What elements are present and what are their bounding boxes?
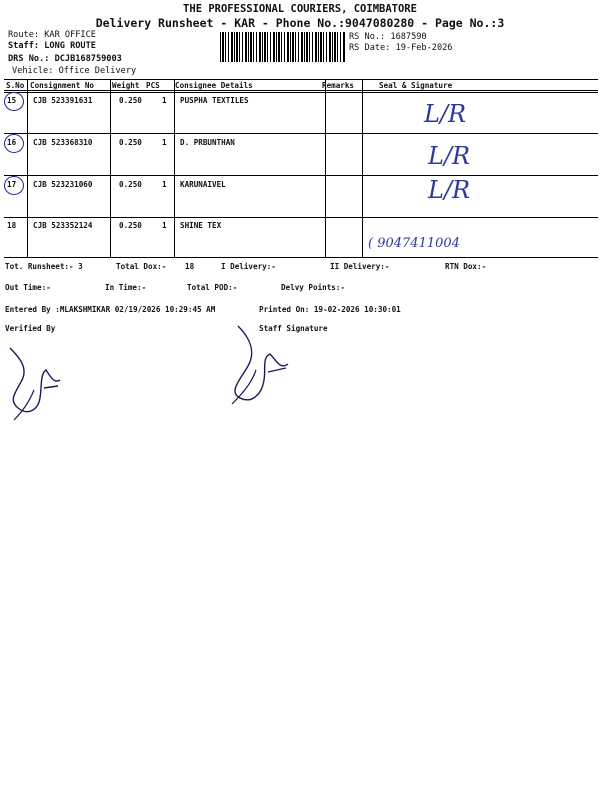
col-divider: [362, 80, 363, 257]
col-divider: [27, 80, 28, 257]
col-header-consignee: Consignee Details: [175, 81, 253, 90]
row-divider: [4, 217, 598, 218]
col-divider: [174, 80, 175, 257]
total-dox-value: 18: [185, 262, 195, 271]
route-label: Route: KAR OFFICE: [8, 30, 96, 40]
col-divider: [110, 80, 111, 257]
row-sno: 15: [7, 96, 17, 105]
tot-runsheet: Tot. Runsheet:- 3: [5, 262, 83, 271]
row-consignment: CJB 523231060: [33, 180, 93, 189]
verified-by-signature: [0, 340, 80, 425]
ii-delivery: II Delivery:-: [330, 262, 390, 271]
staff-signature: [218, 318, 318, 408]
row-consignee: PUSPHA TEXTILES: [180, 96, 249, 105]
col-header-signature: Seal & Signature: [379, 81, 453, 90]
company-name: THE PROFESSIONAL COURIERS, COIMBATORE: [183, 3, 417, 15]
delvy-points: Delvy Points:-: [281, 283, 346, 292]
verified-by: Verified By: [5, 324, 56, 333]
row-sno: 18: [7, 221, 17, 230]
col-divider: [325, 80, 326, 257]
row-pcs: 1: [162, 138, 167, 147]
rs-number: RS No.: 1687590: [349, 32, 427, 42]
row-weight: 0.250: [119, 138, 142, 147]
in-time: In Time:-: [105, 283, 147, 292]
runsheet-title: Delivery Runsheet - KAR - Phone No.:9047080280 - Page No.:3: [95, 16, 505, 30]
out-time: Out Time:-: [5, 283, 51, 292]
table-top-border: [4, 79, 598, 80]
row-weight: 0.250: [119, 96, 142, 105]
table-bottom-border: [4, 257, 598, 258]
row-sno: 17: [7, 180, 17, 189]
row-signature: L/R: [428, 142, 471, 170]
row-divider: [4, 133, 598, 134]
barcode: [220, 32, 345, 62]
header-bottom-border: [4, 90, 598, 91]
row-pcs: 1: [162, 221, 167, 230]
row-signature: [368, 236, 460, 251]
col-header-weight: Weight: [112, 81, 140, 90]
drs-number: DRS No.: DCJB168759003: [8, 54, 122, 64]
vehicle-label: Vehicle: Office Delivery: [12, 66, 137, 76]
col-header-consignment: Consignment No: [30, 81, 95, 90]
row-pcs: 1: [162, 96, 167, 105]
rs-date: RS Date: 19-Feb-2026: [349, 43, 453, 53]
row-consignment: CJB 523352124: [33, 221, 93, 230]
i-delivery: I Delivery:-: [221, 262, 276, 271]
row-sno: 16: [7, 138, 17, 147]
header-double-border: [4, 92, 598, 93]
col-header-remarks: Remarks: [322, 81, 355, 90]
total-pod: Total POD:-: [187, 283, 238, 292]
entered-by: Entered By :MLAKSHMIKAR 02/19/2026 10:29:45 AM: [5, 305, 216, 314]
signature-scribble: (: [368, 236, 378, 251]
row-consignment: CJB 523391631: [33, 96, 93, 105]
row-weight: 0.250: [119, 180, 142, 189]
row-signature-phone: 9047411004: [377, 236, 460, 251]
row-consignment: CJB 523368310: [33, 138, 93, 147]
staff-label: Staff: LONG ROUTE: [8, 41, 96, 51]
col-header-sno: S.No: [6, 81, 25, 90]
rtn-dox: RTN Dox:-: [445, 262, 487, 271]
printed-on: Printed On: 19-02-2026 10:30:01: [259, 305, 401, 314]
row-pcs: 1: [162, 180, 167, 189]
col-header-pcs: PCS: [146, 81, 160, 90]
row-signature: L/R: [428, 176, 471, 204]
row-signature: L/R: [424, 100, 467, 128]
row-consignee: SHINE TEX: [180, 221, 222, 230]
row-divider: [4, 175, 598, 176]
staff-signature-label: Staff Signature: [259, 324, 328, 333]
row-consignee: D. PRBUNTHAN: [180, 138, 235, 147]
row-weight: 0.250: [119, 221, 142, 230]
row-consignee: KARUNAIVEL: [180, 180, 226, 189]
total-dox-label: Total Dox:-: [116, 262, 167, 271]
